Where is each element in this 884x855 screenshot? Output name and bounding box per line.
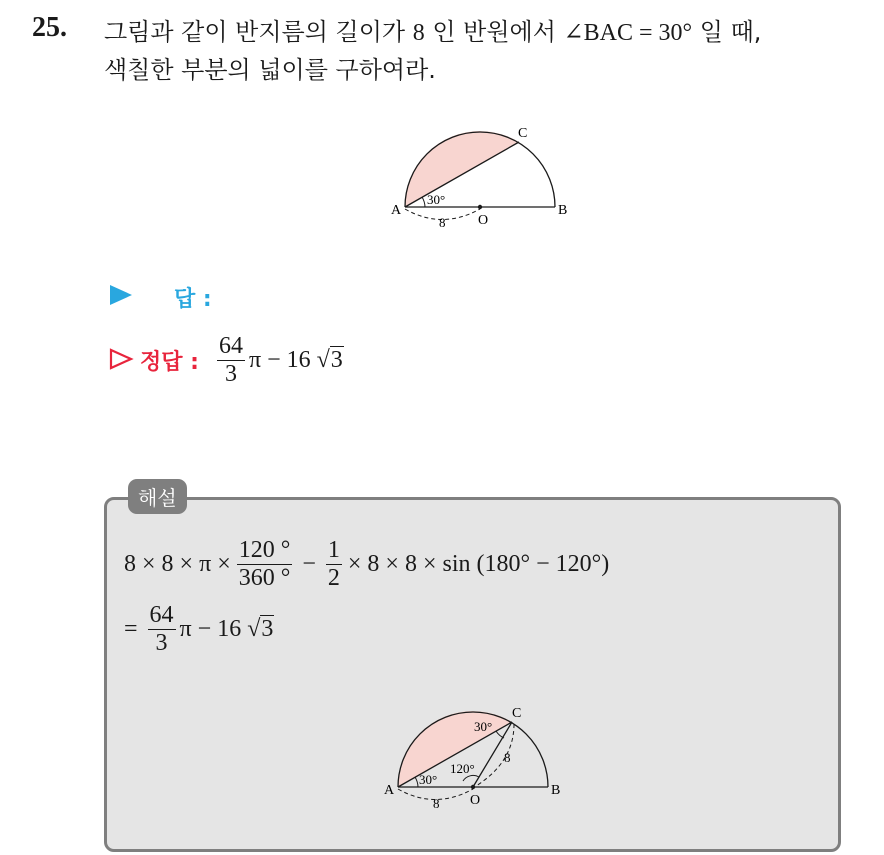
triangle-outline-icon (108, 347, 140, 375)
label-a: A (384, 783, 395, 798)
question-number: 25. (32, 12, 67, 43)
question-text-part: 그림과 같이 반지름의 길이가 (104, 18, 413, 46)
equals-sign: = (124, 616, 138, 642)
label-o: O (470, 793, 481, 808)
solution-term: π − 16 (179, 616, 242, 642)
sqrt-expression: √3 (247, 616, 274, 642)
answer-row (108, 282, 212, 313)
solution-fraction-half (326, 537, 342, 592)
angle-arc-a (422, 197, 425, 207)
angle-arc-a (415, 777, 418, 787)
angle-label-o: 120° (450, 761, 475, 776)
question-text (104, 14, 864, 89)
angle-label-c: 30° (474, 719, 493, 734)
angle-label-a: 30° (419, 772, 438, 787)
sqrt-expression: √3 (316, 347, 343, 373)
fraction-numerator: 120 ° (238, 537, 291, 563)
fraction-denominator: 3 (224, 361, 237, 387)
answer-label: 답 : (174, 287, 212, 312)
solution-semicircle-figure (378, 700, 578, 815)
solution-fraction-angle (237, 537, 293, 592)
answer-fraction (217, 333, 245, 388)
correct-label: 정답 : (140, 350, 199, 375)
question-text-part: 인 반원에서 (424, 18, 564, 46)
center-point-o (478, 205, 482, 209)
radius-label: 8 (439, 215, 446, 230)
fraction-denominator: 360 ° (238, 565, 291, 591)
fraction-denominator: 3 (155, 630, 168, 656)
label-b: B (551, 783, 561, 798)
radius-label-ao: 8 (433, 796, 440, 811)
solution-line-2 (124, 602, 274, 657)
solution-result-fraction (148, 602, 176, 657)
correct-answer-row (108, 333, 344, 388)
label-o: O (478, 213, 489, 228)
solution-term: × 8 × 8 × sin (180° − 120°) (347, 551, 610, 577)
answer-rest: π − 16 (248, 347, 311, 373)
question-line-1 (104, 14, 864, 52)
shaded-segment (405, 131, 519, 207)
radius-value: 8 (412, 20, 425, 46)
radius-label-oc: 8 (504, 750, 511, 765)
label-b: B (558, 203, 568, 218)
solution-term: 8 × 8 × π × (124, 551, 231, 577)
fraction-numerator: 64 (218, 333, 243, 359)
angle-expression: ∠BAC = 30° (563, 20, 693, 46)
radicand: 3 (261, 616, 274, 642)
solution-tag: 해설 (128, 479, 187, 514)
fraction-numerator: 64 (149, 602, 174, 628)
play-icon (108, 283, 174, 313)
angle-label: 30° (427, 192, 446, 207)
label-a: A (391, 203, 402, 218)
radicand: 3 (330, 347, 343, 373)
label-c: C (512, 706, 522, 721)
fraction-denominator: 2 (327, 565, 340, 591)
question-line-2: 색칠한 부분의 넓이를 구하여라. (104, 56, 436, 84)
semicircle-figure (385, 120, 585, 230)
label-c: C (518, 126, 528, 141)
center-point-o (471, 785, 475, 789)
question-text-part: 일 때, (692, 18, 762, 46)
angle-arc-c (496, 731, 504, 738)
fraction-numerator: 1 (327, 537, 340, 563)
solution-term: − (302, 551, 316, 577)
solution-line-1 (124, 537, 609, 592)
